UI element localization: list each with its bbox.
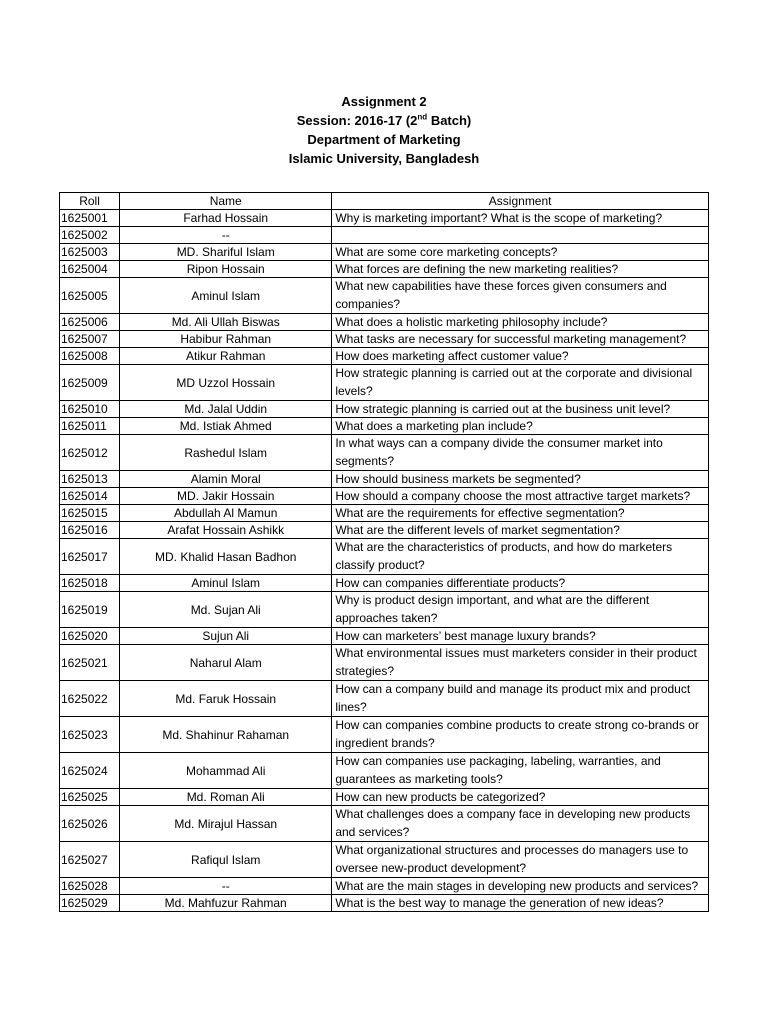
- roll-cell: 1625021: [60, 645, 120, 681]
- table-row: [60, 522, 709, 539]
- table-row: [60, 681, 709, 717]
- assignment-cell: Why is marketing important? What is the scope of marketing?: [332, 210, 709, 227]
- name-cell: Md. Shahinur Rahaman: [120, 717, 332, 753]
- table-row: [60, 575, 709, 592]
- roll-cell: 1625025: [60, 789, 120, 806]
- assignment-cell: How can marketers’ best manage luxury brands?: [332, 628, 709, 645]
- table-body: [60, 210, 709, 912]
- name-cell: Naharul Alam: [120, 645, 332, 681]
- name-cell: Md. Istiak Ahmed: [120, 418, 332, 435]
- table-row: [60, 753, 709, 789]
- name-cell: MD. Shariful Islam: [120, 244, 332, 261]
- assignment-cell: How should business markets be segmented?: [332, 471, 709, 488]
- session-superscript: nd: [417, 112, 428, 122]
- name-cell: Ripon Hossain: [120, 261, 332, 278]
- table-row: [60, 244, 709, 261]
- assignment-cell: How should a company choose the most attractive target markets?: [332, 488, 709, 505]
- name-cell: Aminul Islam: [120, 278, 332, 314]
- assignment-cell: What are the different levels of market segmentation?: [332, 522, 709, 539]
- assignment-cell: How can new products be categorized?: [332, 789, 709, 806]
- table-row: [60, 539, 709, 575]
- roll-cell: 1625008: [60, 348, 120, 365]
- assignment-cell: What environmental issues must marketers consider in their product strategies?: [332, 645, 709, 681]
- assignment-title: Assignment 2: [341, 94, 427, 109]
- table-row: [60, 365, 709, 401]
- table-row: [60, 401, 709, 418]
- name-cell: Aminul Islam: [120, 575, 332, 592]
- name-cell: Md. Roman Ali: [120, 789, 332, 806]
- assignment-cell: What organizational structures and processes do managers use to oversee new-product development?: [332, 842, 709, 878]
- roll-cell: 1625014: [60, 488, 120, 505]
- roll-cell: 1625005: [60, 278, 120, 314]
- name-cell: MD. Khalid Hasan Badhon: [120, 539, 332, 575]
- roll-cell: 1625007: [60, 331, 120, 348]
- roll-cell: 1625012: [60, 435, 120, 471]
- roll-cell: 1625020: [60, 628, 120, 645]
- name-cell: Rafiqul Islam: [120, 842, 332, 878]
- table-row: [60, 789, 709, 806]
- roll-cell: 1625023: [60, 717, 120, 753]
- name-cell: Md. Jalal Uddin: [120, 401, 332, 418]
- name-cell: Md. Mirajul Hassan: [120, 806, 332, 842]
- name-cell: Mohammad Ali: [120, 753, 332, 789]
- name-cell: Md. Ali Ullah Biswas: [120, 314, 332, 331]
- table-row: [60, 806, 709, 842]
- roll-cell: 1625028: [60, 878, 120, 895]
- assignment-table: [59, 192, 709, 912]
- assignment-cell: What is the best way to manage the generation of new ideas?: [332, 895, 709, 912]
- table-row: [60, 435, 709, 471]
- assignment-cell: How can companies combine products to create strong co-brands or ingredient brands?: [332, 717, 709, 753]
- table-row: [60, 418, 709, 435]
- name-cell: Md. Mahfuzur Rahman: [120, 895, 332, 912]
- roll-cell: 1625001: [60, 210, 120, 227]
- name-cell: MD. Jakir Hossain: [120, 488, 332, 505]
- roll-cell: 1625013: [60, 471, 120, 488]
- assignment-cell: How strategic planning is carried out at the corporate and divisional levels?: [332, 365, 709, 401]
- assignment-cell: What are the requirements for effective segmentation?: [332, 505, 709, 522]
- name-cell: Sujun Ali: [120, 628, 332, 645]
- assignment-cell: What challenges does a company face in developing new products and services?: [332, 806, 709, 842]
- table-row: [60, 592, 709, 628]
- roll-cell: 1625017: [60, 539, 120, 575]
- roll-cell: 1625003: [60, 244, 120, 261]
- assignment-cell: What does a marketing plan include?: [332, 418, 709, 435]
- session-line: [0, 111, 768, 130]
- assignment-cell: How can a company build and manage its product mix and product lines?: [332, 681, 709, 717]
- table-row: [60, 278, 709, 314]
- name-cell: Md. Sujan Ali: [120, 592, 332, 628]
- assignment-cell: In what ways can a company divide the consumer market into segments?: [332, 435, 709, 471]
- roll-cell: 1625022: [60, 681, 120, 717]
- name-cell: Arafat Hossain Ashikk: [120, 522, 332, 539]
- name-cell: --: [120, 878, 332, 895]
- assignment-cell: How strategic planning is carried out at the business unit level?: [332, 401, 709, 418]
- roll-cell: 1625027: [60, 842, 120, 878]
- table-row: [60, 717, 709, 753]
- assignment-cell: What tasks are necessary for successful marketing management?: [332, 331, 709, 348]
- roll-cell: 1625016: [60, 522, 120, 539]
- roll-cell: 1625024: [60, 753, 120, 789]
- roll-cell: 1625015: [60, 505, 120, 522]
- roll-cell: 1625018: [60, 575, 120, 592]
- name-cell: Atikur Rahman: [120, 348, 332, 365]
- roll-cell: 1625029: [60, 895, 120, 912]
- department-name: Department of Marketing: [307, 132, 461, 147]
- table-row: [60, 628, 709, 645]
- table-row: [60, 314, 709, 331]
- roll-cell: 1625004: [60, 261, 120, 278]
- table-row: [60, 471, 709, 488]
- assignment-cell: [332, 227, 709, 244]
- column-header-assignment: Assignment: [332, 193, 709, 210]
- assignment-cell: What are the main stages in developing new products and services?: [332, 878, 709, 895]
- roll-cell: 1625006: [60, 314, 120, 331]
- table-row: [60, 488, 709, 505]
- table-row: [60, 842, 709, 878]
- session-prefix: Session: 2016-17 (2: [296, 113, 418, 128]
- table-row: [60, 645, 709, 681]
- session-suffix: Batch): [427, 113, 472, 128]
- assignment-cell: What new capabilities have these forces given consumers and companies?: [332, 278, 709, 314]
- assignment-cell: What forces are defining the new marketing realities?: [332, 261, 709, 278]
- name-cell: --: [120, 227, 332, 244]
- assignment-cell: What are the characteristics of products, and how do marketers classify product?: [332, 539, 709, 575]
- roll-cell: 1625026: [60, 806, 120, 842]
- table-row: [60, 331, 709, 348]
- table-row: [60, 505, 709, 522]
- table-row: [60, 895, 709, 912]
- column-header-name: Name: [120, 193, 332, 210]
- assignment-cell: Why is product design important, and what are the different approaches taken?: [332, 592, 709, 628]
- table-row: [60, 261, 709, 278]
- name-cell: Abdullah Al Mamun: [120, 505, 332, 522]
- university-name: Islamic University, Bangladesh: [288, 151, 480, 166]
- name-cell: Farhad Hossain: [120, 210, 332, 227]
- roll-cell: 1625009: [60, 365, 120, 401]
- assignment-cell: What are some core marketing concepts?: [332, 244, 709, 261]
- roll-cell: 1625011: [60, 418, 120, 435]
- name-cell: MD Uzzol Hossain: [120, 365, 332, 401]
- roll-cell: 1625002: [60, 227, 120, 244]
- name-cell: Rashedul Islam: [120, 435, 332, 471]
- column-header-roll: Roll: [60, 193, 120, 210]
- name-cell: Alamin Moral: [120, 471, 332, 488]
- table-row: [60, 210, 709, 227]
- roll-cell: 1625019: [60, 592, 120, 628]
- table-header-row: [60, 193, 709, 210]
- assignment-cell: How can companies use packaging, labeling, warranties, and guarantees as marketing tools?: [332, 753, 709, 789]
- assignment-cell: What does a holistic marketing philosophy include?: [332, 314, 709, 331]
- table-row: [60, 227, 709, 244]
- name-cell: Habibur Rahman: [120, 331, 332, 348]
- roll-cell: 1625010: [60, 401, 120, 418]
- document-header: [0, 92, 768, 168]
- table-row: [60, 878, 709, 895]
- assignment-cell: How can companies differentiate products?: [332, 575, 709, 592]
- assignment-cell: How does marketing affect customer value?: [332, 348, 709, 365]
- table-row: [60, 348, 709, 365]
- name-cell: Md. Faruk Hossain: [120, 681, 332, 717]
